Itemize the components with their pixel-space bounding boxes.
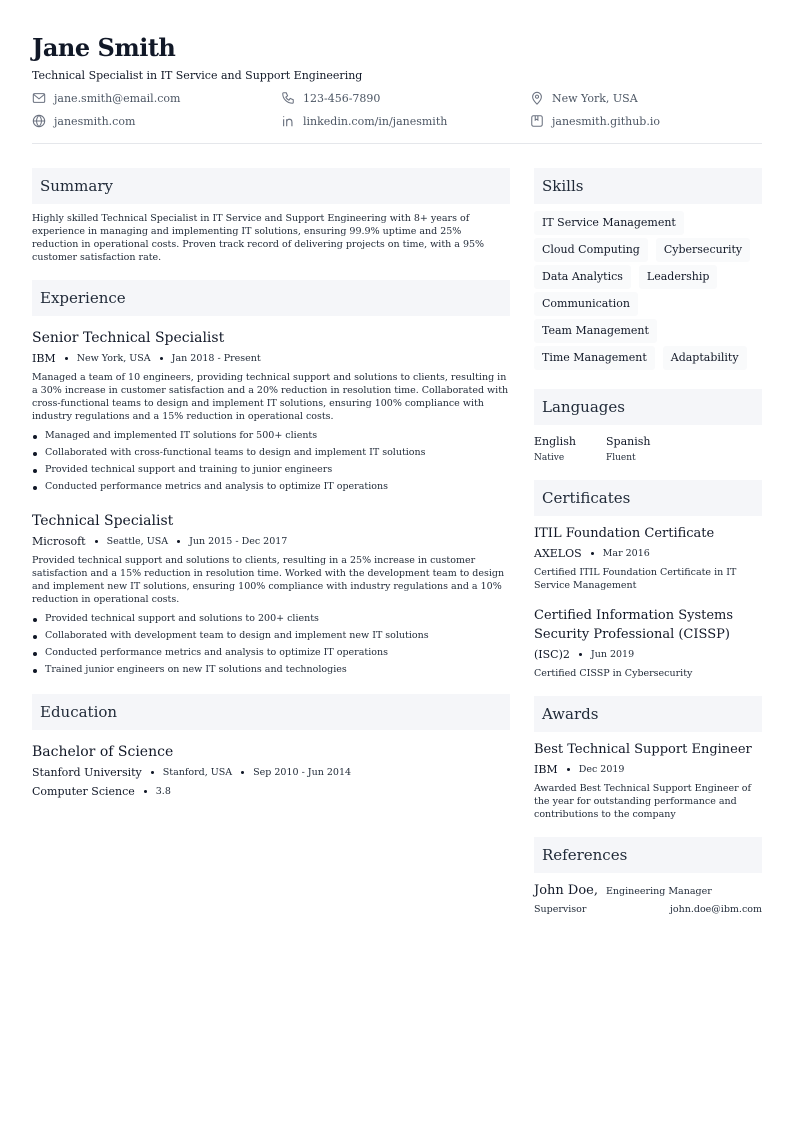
language-level: Native bbox=[534, 453, 565, 463]
separator-dot bbox=[241, 771, 244, 774]
section-heading: Languages bbox=[534, 389, 762, 425]
certificate-title: Certified Information Systems Security Professional (CISSP) bbox=[534, 608, 734, 642]
map-pin-icon bbox=[530, 91, 544, 105]
location: Stanford, USA bbox=[162, 767, 233, 778]
bullet-item: Provided technical support and solutions to 200+ clients bbox=[32, 610, 510, 627]
field-of-study: Computer Science bbox=[32, 785, 135, 798]
job-title: Senior Technical Specialist bbox=[32, 330, 225, 346]
summary-text: Highly skilled Technical Specialist in IT Service and Support Engineering with 8+ years of experience in managing and implementing IT solutions, ensuring 99.9% uptime and 25% reduction in operational costs. Proven track record of delivering projects on time, with a 95% customer satisfaction rate. bbox=[32, 213, 485, 263]
separator-dot bbox=[144, 790, 147, 793]
bullet-item: Conducted performance metrics and analysis to optimize IT operations bbox=[32, 478, 510, 495]
certificate-item bbox=[534, 606, 762, 680]
contact-text: jane.smith@email.com bbox=[54, 91, 181, 105]
side-column bbox=[534, 168, 762, 931]
languages-section bbox=[534, 389, 762, 464]
header-divider bbox=[32, 143, 762, 144]
award-title: Best Technical Support Engineer bbox=[534, 742, 752, 757]
section-heading: Education bbox=[32, 694, 510, 730]
language-level: Fluent bbox=[606, 453, 636, 463]
separator-dot bbox=[579, 653, 582, 656]
dates: Sep 2010 - Jun 2014 bbox=[253, 767, 352, 778]
contact-text: janesmith.com bbox=[54, 114, 136, 128]
reference-relation: Supervisor bbox=[534, 904, 587, 915]
separator-dot bbox=[95, 540, 98, 543]
separator-dot bbox=[65, 357, 68, 360]
experience-section bbox=[32, 280, 510, 678]
github-icon bbox=[530, 114, 544, 128]
education-section bbox=[32, 694, 510, 799]
certificates-section bbox=[534, 480, 762, 680]
skill-tag: Team Management bbox=[534, 319, 657, 343]
date: Dec 2019 bbox=[578, 764, 625, 775]
skill-tag: Leadership bbox=[639, 265, 717, 289]
issuer: IBM bbox=[534, 763, 558, 776]
dates: Jan 2018 - Present bbox=[171, 353, 261, 364]
resume-page bbox=[32, 30, 762, 931]
certificate-desc: Certified CISSP in Cybersecurity bbox=[534, 668, 693, 679]
gpa: 3.8 bbox=[155, 786, 171, 797]
award-desc: Awarded Best Technical Support Engineer of the year for outstanding performance and contributions to the company bbox=[534, 783, 751, 820]
bullet-item: Managed and implemented IT solutions for 500+ clients bbox=[32, 427, 510, 444]
date: Jun 2019 bbox=[590, 649, 635, 660]
summary-section bbox=[32, 168, 510, 264]
section-heading: Certificates bbox=[534, 480, 762, 516]
contact-linkedin[interactable] bbox=[281, 113, 530, 129]
separator-dot bbox=[177, 540, 180, 543]
skill-tag: Cybersecurity bbox=[656, 238, 750, 262]
contact-location bbox=[530, 90, 762, 106]
linkedin-icon bbox=[281, 114, 295, 128]
job-bullets bbox=[32, 427, 510, 495]
globe-icon bbox=[32, 114, 46, 128]
skill-tag: Communication bbox=[534, 292, 638, 316]
skill-tag: Cloud Computing bbox=[534, 238, 648, 262]
contact-list bbox=[32, 90, 762, 129]
mail-icon bbox=[32, 91, 46, 105]
awards-section bbox=[534, 696, 762, 821]
company: IBM bbox=[32, 352, 56, 365]
separator-dot bbox=[591, 552, 594, 555]
contact-text: janesmith.github.io bbox=[552, 114, 660, 128]
location: New York, USA bbox=[76, 353, 151, 364]
section-heading: Experience bbox=[32, 280, 510, 316]
date: Mar 2016 bbox=[602, 548, 650, 559]
language-item bbox=[534, 435, 606, 464]
section-heading: Summary bbox=[32, 168, 510, 204]
skill-tag: Time Management bbox=[534, 346, 655, 370]
skills-section bbox=[534, 168, 762, 373]
contact-phone[interactable] bbox=[281, 90, 530, 106]
language-name: English bbox=[534, 435, 576, 448]
contact-text: New York, USA bbox=[552, 91, 638, 105]
main-column bbox=[32, 168, 510, 931]
award-item bbox=[534, 740, 762, 821]
separator-dot bbox=[567, 768, 570, 771]
skill-list bbox=[534, 211, 762, 373]
certificate-desc: Certified ITIL Foundation Certificate in IT Service Management bbox=[534, 567, 737, 591]
contact-github[interactable] bbox=[530, 113, 762, 129]
reference-email[interactable]: john.doe@ibm.com bbox=[669, 904, 762, 915]
section-heading: References bbox=[534, 837, 762, 873]
job-summary: Provided technical support and solutions to clients, resulting in a 25% increase in customer satisfaction and a 15% reduction in resolution time. Worked with the development team to design and implement new IT solutions, ensuring 100% compliance with industry regulations and a 10% reduction in operational costs. bbox=[32, 555, 505, 605]
certificate-title: ITIL Foundation Certificate bbox=[534, 526, 715, 541]
section-heading: Awards bbox=[534, 696, 762, 732]
experience-item bbox=[32, 511, 510, 678]
contact-text: linkedin.com/in/janesmith bbox=[303, 114, 448, 128]
issuer: (ISC)2 bbox=[534, 648, 570, 661]
phone-icon bbox=[281, 91, 295, 105]
certificate-item bbox=[534, 524, 762, 592]
bullet-item: Collaborated with development team to design and implement new IT solutions bbox=[32, 627, 510, 644]
bullet-item: Trained junior engineers on new IT solutions and technologies bbox=[32, 661, 510, 678]
job-bullets bbox=[32, 610, 510, 678]
bullet-item: Provided technical support and training to junior engineers bbox=[32, 461, 510, 478]
skill-tag: IT Service Management bbox=[534, 211, 684, 235]
separator-dot bbox=[160, 357, 163, 360]
language-name: Spanish bbox=[606, 435, 651, 448]
dates: Jun 2015 - Dec 2017 bbox=[189, 536, 288, 547]
references-section bbox=[534, 837, 762, 915]
resume-headline: Technical Specialist in IT Service and Support Engineering bbox=[32, 69, 363, 82]
education-item bbox=[32, 742, 510, 799]
reference-name: John Doe, bbox=[534, 883, 598, 898]
school: Stanford University bbox=[32, 766, 142, 779]
separator-dot bbox=[151, 771, 154, 774]
company: Microsoft bbox=[32, 535, 86, 548]
section-heading: Skills bbox=[534, 168, 762, 204]
reference-position: Engineering Manager bbox=[606, 886, 712, 897]
contact-website[interactable] bbox=[32, 113, 281, 129]
degree: Bachelor of Science bbox=[32, 744, 174, 760]
job-summary: Managed a team of 10 engineers, providing technical support and solutions to clients, resulting in a 30% increase in customer satisfaction and a 20% reduction in resolution time. Collaborated with cross-functional teams to design and implement IT solutions, ensuring 100% compliance with industry regulations and a 15% reduction in operational costs. bbox=[32, 372, 509, 422]
issuer: AXELOS bbox=[534, 547, 582, 560]
bullet-item: Conducted performance metrics and analysis to optimize IT operations bbox=[32, 644, 510, 661]
location: Seattle, USA bbox=[106, 536, 169, 547]
skill-tag: Adaptability bbox=[663, 346, 747, 370]
resume-name: Jane Smith bbox=[32, 33, 176, 62]
job-title: Technical Specialist bbox=[32, 513, 174, 529]
language-item bbox=[606, 435, 678, 464]
skill-tag: Data Analytics bbox=[534, 265, 631, 289]
contact-text: 123-456-7890 bbox=[303, 91, 381, 105]
bullet-item: Collaborated with cross-functional teams to design and implement IT solutions bbox=[32, 444, 510, 461]
experience-item bbox=[32, 328, 510, 495]
contact-email[interactable] bbox=[32, 90, 281, 106]
